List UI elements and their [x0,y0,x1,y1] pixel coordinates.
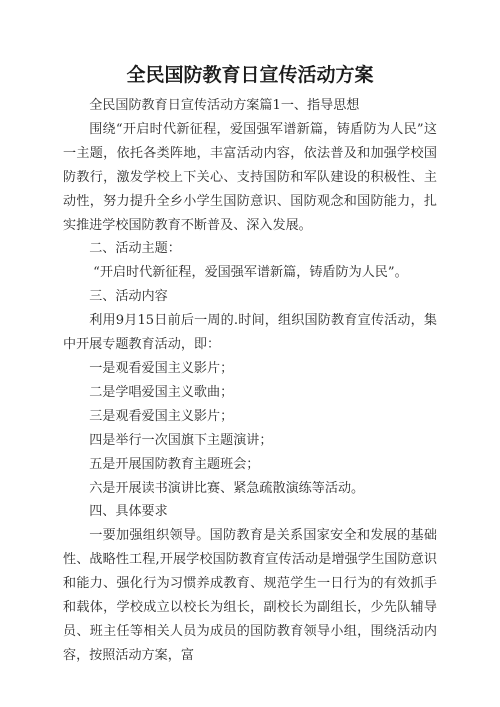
list-item: 二是学唱爱国主义歌曲； [89,384,234,400]
heading-activity-content: 三、活动内容 [89,289,168,305]
paragraph-intro: 全民国防教育日宣传活动方案篇1一、指导思想 [89,98,360,113]
list-item: 五是开展国防教育主题班会； [89,456,260,472]
heading-activity-theme: 二、活动主题： [89,241,181,257]
heading-requirements: 四、具体要求 [89,504,168,520]
list-item: 一是观看爱国主义影片； [89,360,234,376]
document-title: 全民国防教育日宣传活动方案 [126,64,374,86]
document-body [63,94,437,668]
list-item: 六是开展读书演讲比赛、紧急疏散演练等活动。 [89,480,365,496]
paragraph-guiding-thought: 围绕“开启时代新征程，爱国强军谱新篇，铸盾防为人民”这一主题，依托各类阵地，丰富活动内容，依法普及和加强学校国防教行，激发学校上下关心、支持国防和军队建设的积极性、主动性，努力提升全乡小学生国防意识、国防观念和国防能力，扎实推进学校国防教育不断普及、深入发展。 [63,121,437,233]
paragraph-activity-theme: “开启时代新征程，爱国强军谱新篇，铸盾防为人民”。 [93,265,408,281]
paragraph-activity-content: 利用9月15日前后一周的.时间，组织国防教育宣传活动，集中开展专题教育活动，即： [63,313,437,353]
paragraph-requirements: 一要加强组织领导。国防教育是关系国家安全和发展的基础性、战略性工程,开展学校国防教育宣传活动是增强学生国防意识和能力、强化行为习惯养成教育、规范学生一日行为的有效抓手和载体，学校成立以校长为组长，副校长为副组长，少先队辅导员、班主任等相关人员为成员的国防教育领导小组，围绕活动内容，按照活动方案，富 [63,528,437,663]
list-item: 四是举行一次国旗下主题演讲； [89,432,273,448]
list-item: 三是观看爱国主义影片； [89,408,234,424]
